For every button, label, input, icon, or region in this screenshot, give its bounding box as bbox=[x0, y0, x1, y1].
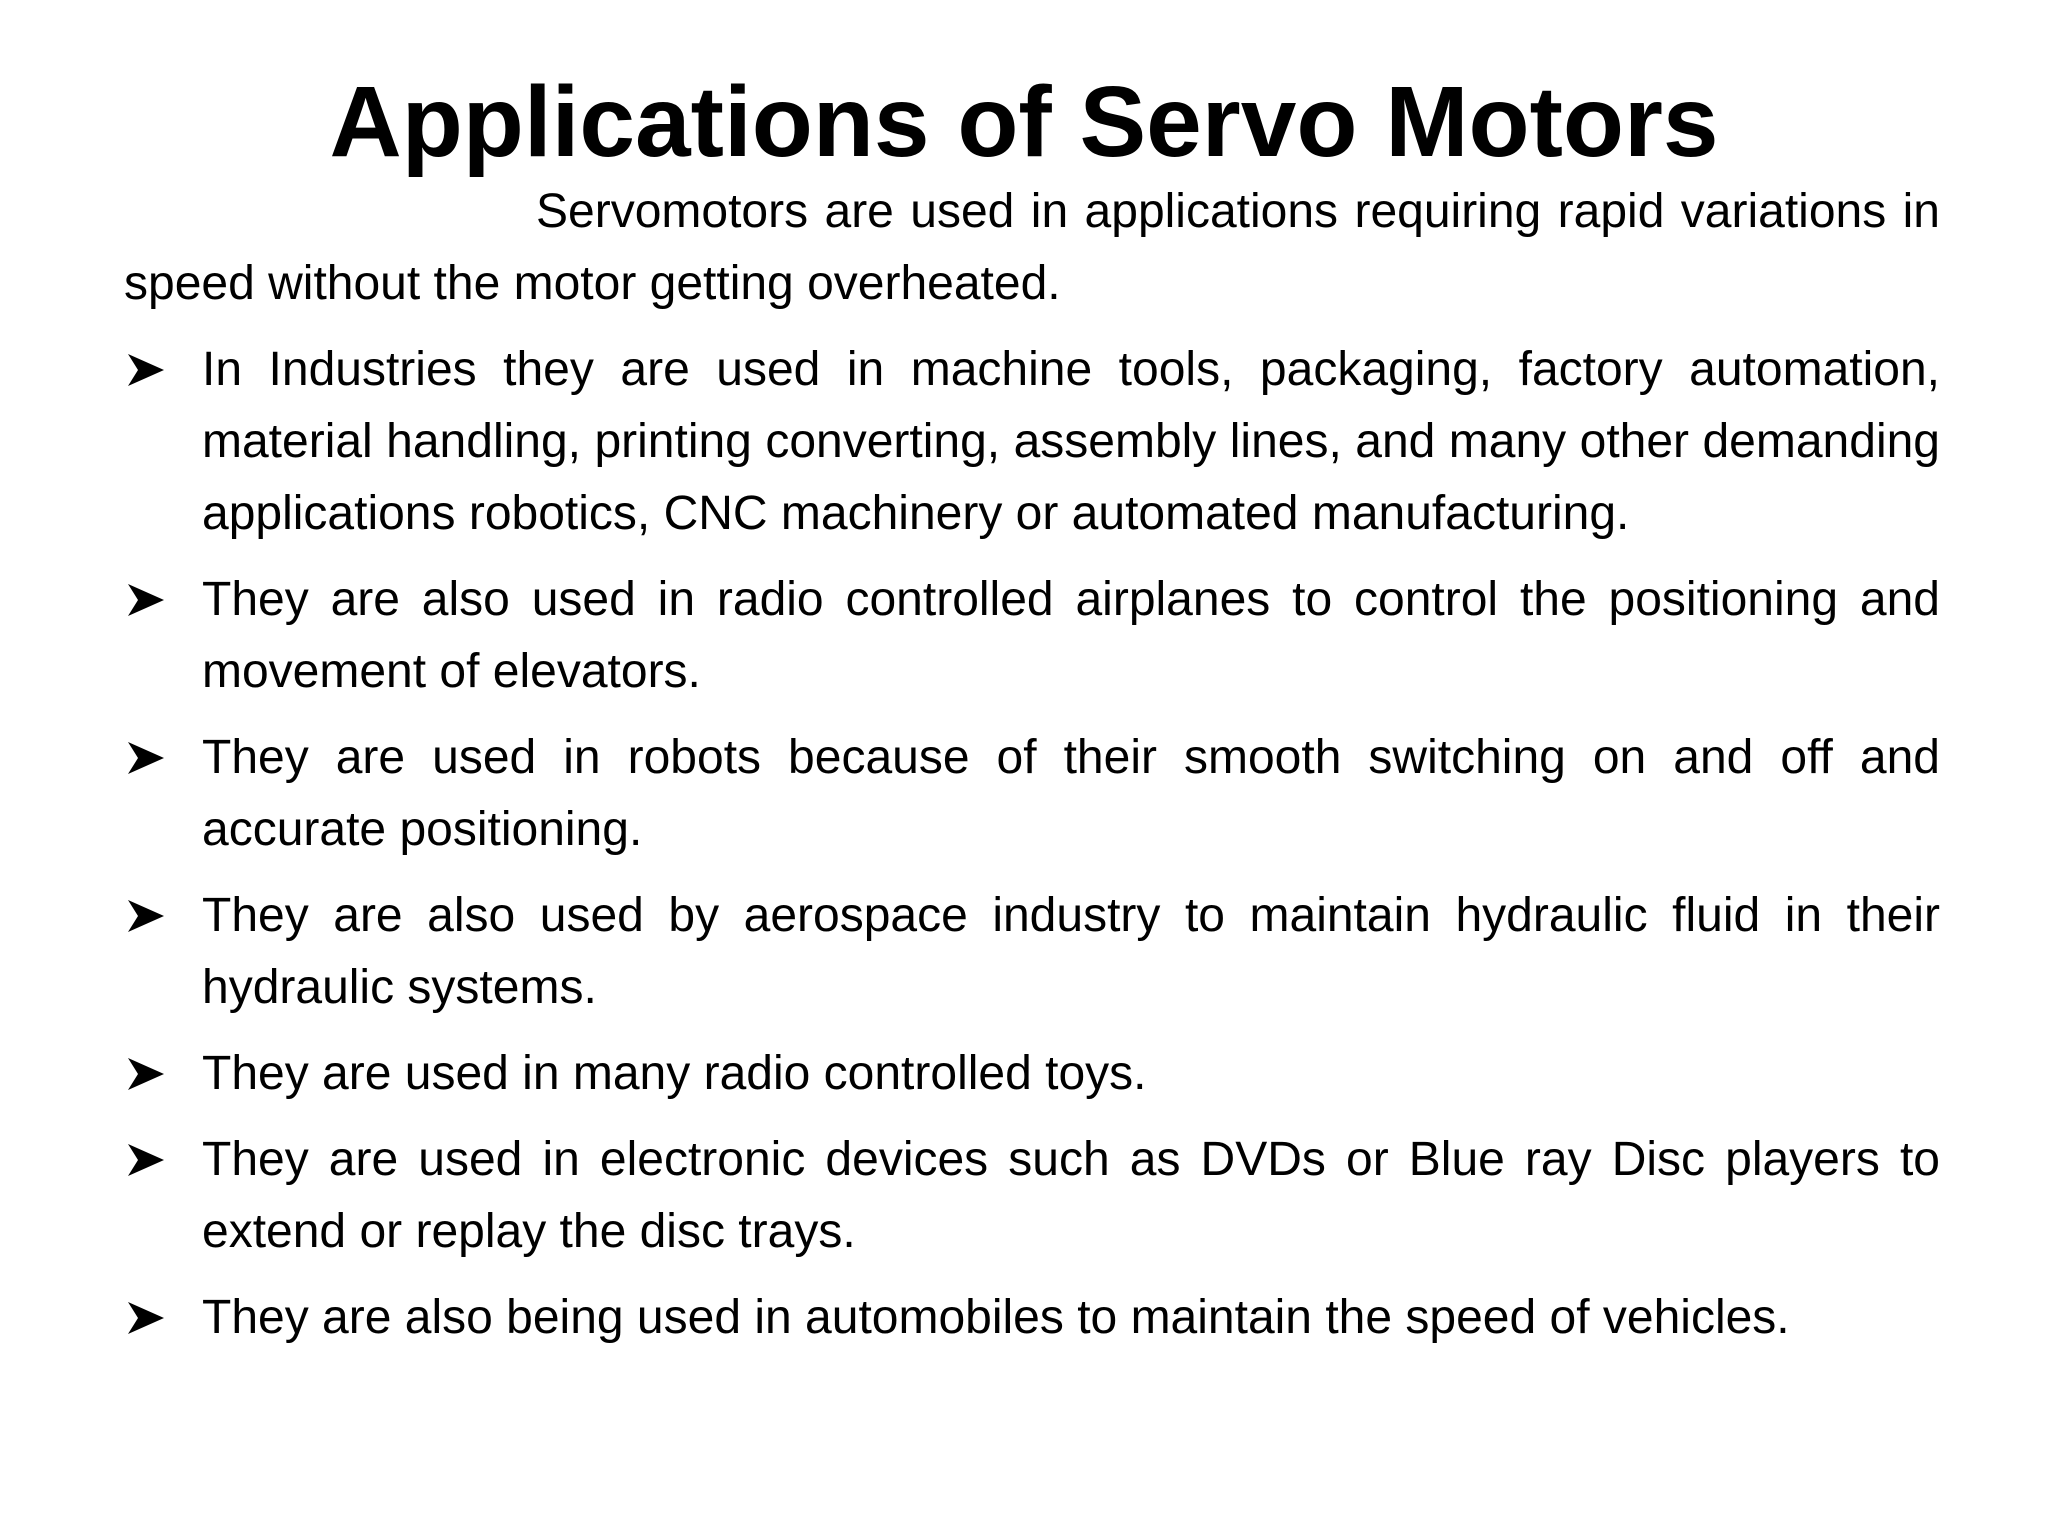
list-item bbox=[124, 1282, 1940, 1354]
list-item bbox=[124, 1124, 1940, 1268]
bullet-text: They are used in electronic devices such as DVDs or Blue ray Disc players to extend or replay the disc trays. bbox=[202, 1133, 1940, 1258]
arrowhead-bullet-icon bbox=[128, 1302, 164, 1334]
arrowhead-bullet-icon bbox=[128, 900, 164, 932]
arrowhead-bullet-icon bbox=[128, 1144, 164, 1176]
list-item bbox=[124, 722, 1940, 866]
list-item bbox=[124, 334, 1940, 550]
bullet-text: They are used in many radio controlled toys. bbox=[202, 1047, 1147, 1100]
bullet-list bbox=[124, 334, 1940, 1354]
bullet-text: They are used in robots because of their smooth switching on and off and accurate positioning. bbox=[202, 731, 1940, 856]
list-item bbox=[124, 1038, 1940, 1110]
bullet-text: They are also used by aerospace industry to maintain hydraulic fluid in their hydraulic systems. bbox=[202, 889, 1940, 1014]
list-item bbox=[124, 564, 1940, 708]
arrowhead-bullet-icon bbox=[128, 1058, 164, 1090]
arrowhead-bullet-icon bbox=[128, 584, 164, 616]
arrowhead-bullet-icon bbox=[128, 742, 164, 774]
slide-body bbox=[124, 176, 1940, 1368]
slide-title: Applications of Servo Motors bbox=[329, 66, 1719, 178]
bullet-text: They are also being used in automobiles to maintain the speed of vehicles. bbox=[202, 1291, 1790, 1344]
bullet-text: In Industries they are used in machine tools, packaging, factory automation, material handling, printing converting, assembly lines, and many other demanding applications robotics, CNC machinery or automated manufacturing. bbox=[202, 343, 1940, 540]
bullet-text: They are also used in radio controlled airplanes to control the positioning and movement of elevators. bbox=[202, 573, 1940, 698]
intro-paragraph: Servomotors are used in applications requiring rapid variations in speed without the motor getting overheated. bbox=[124, 185, 1940, 310]
list-item bbox=[124, 880, 1940, 1024]
arrowhead-bullet-icon bbox=[128, 354, 164, 386]
